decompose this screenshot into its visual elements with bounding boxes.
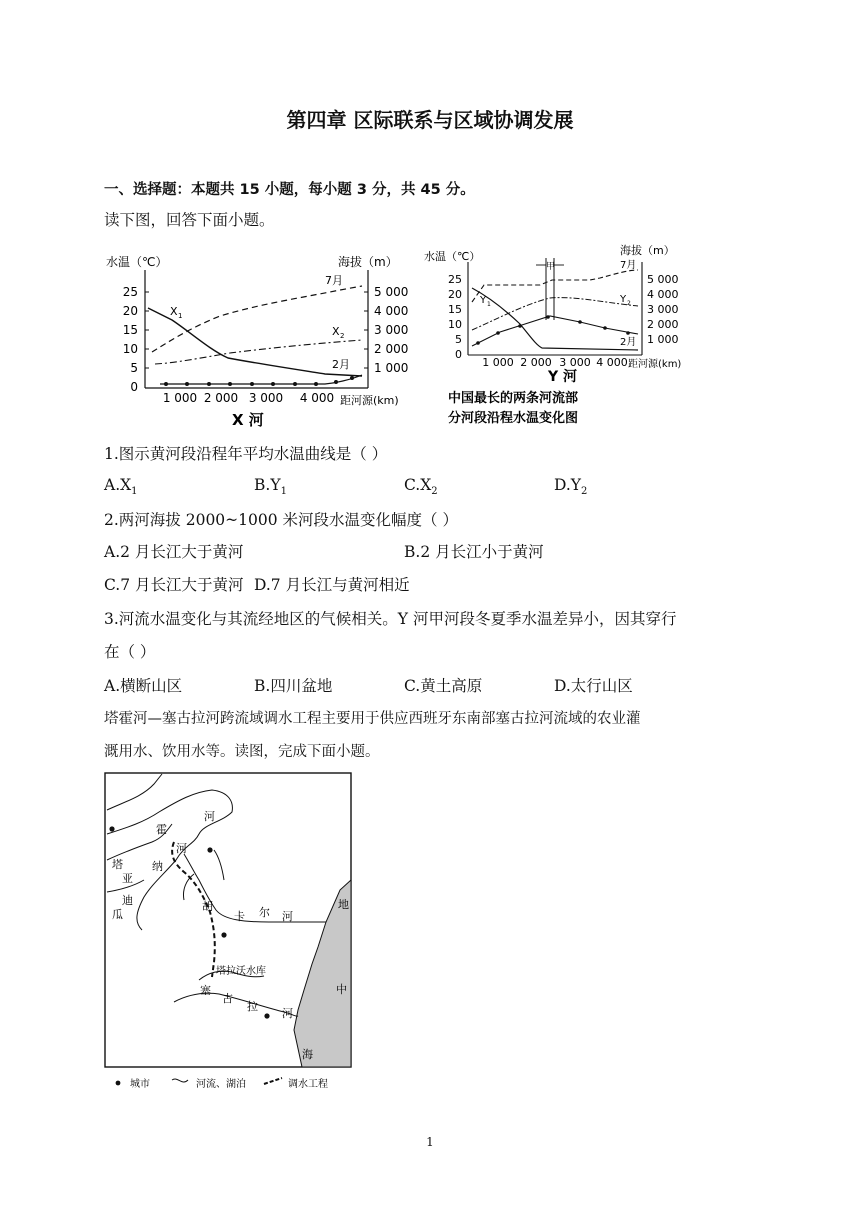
x-left-tick: 10 [122, 342, 138, 356]
map-label: 亚 [122, 872, 133, 885]
y2-curve [472, 298, 638, 330]
x-left-tick: 20 [122, 304, 138, 318]
map-label: 塞 [200, 984, 211, 997]
y-x-tick: 3 000 [559, 356, 591, 369]
map-label: 河 [282, 910, 293, 923]
x1-label: X [170, 305, 178, 318]
y-right-tick: 3 000 [647, 303, 679, 316]
x-x-tick: 4 000 [299, 391, 335, 405]
y-left-tick: 5 [455, 333, 462, 346]
figure-caption-line-2: 分河段沿程水温变化图 [448, 411, 579, 426]
q2-option-b: B.2 月长江小于黄河 [404, 543, 544, 561]
svg-text:1: 1 [178, 312, 183, 320]
y-july-label: 7月 [620, 260, 637, 271]
map-label: 尔 [259, 906, 270, 919]
q1-option-b: $B.Y_1$ [254, 476, 287, 498]
x-july-curve [152, 286, 362, 352]
y-left-axis-label: 水温（℃） [424, 250, 481, 263]
x-right-tick: 2 000 [374, 342, 409, 356]
q2-option-d: D.7 月长江与黄河相近 [254, 576, 410, 594]
y-left-tick: 15 [448, 303, 462, 316]
map-label: 瓜 [112, 908, 123, 921]
city-dot [221, 932, 226, 937]
intro-text-2-line-2: 溉用水、饮用水等。读图，完成下面小题。 [104, 744, 380, 760]
x-x-axis-label: 距河源(km) [340, 394, 399, 407]
y-feb-label: 2月 [620, 337, 637, 348]
y-left-tick: 0 [455, 348, 462, 361]
city-dot [264, 1013, 269, 1018]
x-feb-curve [160, 375, 362, 384]
water-transfer-map [104, 772, 360, 1094]
jia-label: 甲 [546, 262, 556, 272]
q1-option-d: $D.Y_2$ [554, 476, 588, 498]
water-transfer-map-svg [104, 772, 360, 1094]
svg-text:1: 1 [487, 301, 491, 308]
q3-option-d: D.太行山区 [554, 677, 633, 695]
map-label: 河 [282, 1007, 293, 1020]
q3-option-b: B.四川盆地 [254, 677, 333, 695]
map-label: 河 [204, 810, 215, 823]
x-x-tick: 3 000 [248, 391, 284, 405]
y-x-tick: 1 000 [482, 356, 514, 369]
map-label: 塔 [112, 858, 123, 871]
y-left-tick: 10 [448, 318, 462, 331]
intro-text-2-line-1: 塔霍河—塞古拉河跨流域调水工程主要用于供应西班牙东南部塞古拉河流域的农业灌 [104, 711, 641, 727]
intro-text-1: 读下图，回答下面小题。 [104, 211, 275, 229]
y-x-axis-label: 距河源(km) [628, 359, 682, 370]
map-label: 迪 [122, 894, 133, 907]
q1-option-a: $A.X_1$ [104, 476, 138, 498]
y-chart-caption: Y 河 [548, 369, 578, 385]
x-chart-caption: X 河 [232, 411, 264, 429]
svg-text:2: 2 [340, 332, 345, 340]
x-july-label: 7月 [325, 274, 343, 287]
x2-curve [155, 340, 362, 364]
y1-label: Y [480, 295, 487, 306]
map-label: 中 [336, 983, 347, 996]
question-2-stem: 2.两河海拔 2000~1000 米河段水温变化幅度（ ） [104, 511, 458, 529]
map-legend [116, 1077, 328, 1090]
map-label: 霍 [156, 823, 167, 836]
y-right-tick: 2 000 [647, 318, 679, 331]
legend-project: 调水工程 [288, 1079, 328, 1090]
x-x-tick: 2 000 [203, 391, 239, 405]
map-label: 拉 [247, 1000, 258, 1013]
y-left-tick: 20 [448, 288, 462, 301]
x-feb-label: 2月 [332, 358, 350, 371]
y-x-tick: 4 000 [596, 356, 628, 369]
question-1-stem: 1.图示黄河段沿程年平均水温曲线是（ ） [104, 445, 388, 463]
x-left-tick: 0 [130, 380, 138, 394]
water-temperature-svg [100, 240, 700, 432]
q3-option-a: A.横断山区 [104, 677, 183, 695]
q3-option-c: C.黄土高原 [404, 677, 483, 695]
chapter-title: 第四章 区际联系与区域协调发展 [286, 108, 574, 132]
map-label: 河 [176, 842, 187, 855]
reservoir-label: 塔拉沃水库 [216, 966, 266, 977]
y-right-axis-label: 海拔（m） [620, 244, 675, 257]
x-right-axis-label: 海拔（m） [338, 255, 398, 269]
map-label: 纳 [152, 860, 163, 873]
y-right-tick: 4 000 [647, 288, 679, 301]
y-right-tick: 5 000 [647, 273, 679, 286]
figure-caption-line-1: 中国最长的两条河流部 [448, 391, 579, 406]
x2-label: X [332, 325, 340, 338]
x-river-chart [106, 254, 408, 429]
x-right-tick: 3 000 [374, 323, 409, 337]
x-left-axis-label: 水温（℃） [106, 255, 168, 269]
x-right-tick: 4 000 [374, 304, 409, 318]
map-label: 海 [302, 1048, 313, 1061]
y-right-tick: 1 000 [647, 333, 679, 346]
map-label: 卡 [234, 910, 245, 923]
section-heading: 一、选择题：本题共 15 小题，每小题 3 分，共 45 分。 [104, 182, 475, 198]
x-left-tick: 25 [122, 285, 138, 299]
y-july-curve [472, 270, 638, 302]
y-left-tick: 25 [448, 273, 462, 286]
question-3-stem: 3.河流水温变化与其流经地区的气候相关。Y 河甲河段冬夏季水温差异小，因其穿行 [104, 610, 677, 628]
y-x-tick: 2 000 [520, 356, 552, 369]
q1-option-c: $C.X_2$ [404, 476, 438, 498]
x-right-tick: 5 000 [374, 285, 409, 299]
y-feb-curve [472, 316, 638, 346]
map-label: 胡 [202, 900, 213, 913]
x-x-tick: 1 000 [162, 391, 198, 405]
city-dot [207, 847, 212, 852]
y2-label: Y [620, 294, 627, 305]
map-label: 古 [222, 992, 233, 1005]
x-left-tick: 15 [122, 323, 138, 337]
legend-city: 城市 [130, 1079, 150, 1090]
x-left-tick: 5 [130, 361, 138, 375]
q2-option-a: A.2 月长江大于黄河 [104, 543, 244, 561]
page-number: 1 [426, 1135, 434, 1149]
water-temperature-figure [100, 240, 700, 432]
city-dot [109, 826, 114, 831]
legend-river: 河流、湖泊 [196, 1079, 246, 1090]
map-label: 地 [338, 898, 349, 911]
x-right-tick: 1 000 [374, 361, 409, 375]
y-river-chart [424, 243, 681, 385]
svg-text:2: 2 [627, 300, 631, 307]
q2-option-c: C.7 月长江大于黄河 [104, 576, 244, 594]
question-3-stem-cont: 在（ ） [104, 643, 156, 661]
